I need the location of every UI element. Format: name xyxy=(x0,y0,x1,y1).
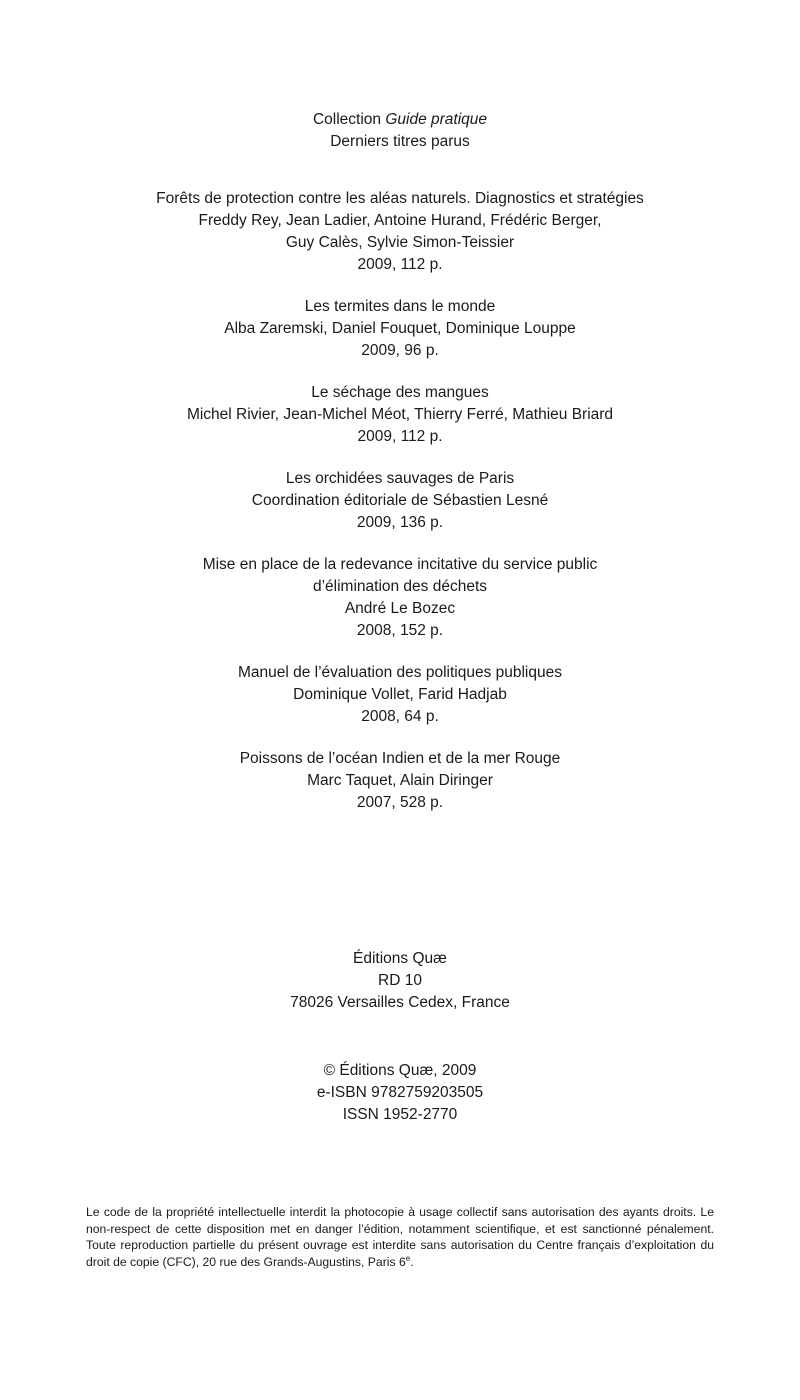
book-details: 2009, 96 p. xyxy=(361,342,439,359)
book-list xyxy=(0,188,800,834)
collection-subtitle: Derniers titres parus xyxy=(330,133,470,150)
collection-name: Guide pratique xyxy=(385,111,488,128)
book-authors: Guy Calès, Sylvie Simon-Teissier xyxy=(285,234,515,251)
book-details: 2007, 528 p. xyxy=(356,794,444,811)
book-title: d’élimination des déchets xyxy=(312,578,488,595)
book-entry xyxy=(0,296,800,362)
copyright-notice: © Éditions Quæ, 2009 xyxy=(323,1062,477,1079)
book-authors: André Le Bozec xyxy=(344,600,456,617)
book-title: Poissons de l’océan Indien et de la mer Rouge xyxy=(239,750,561,767)
book-title: Mise en place de la redevance incitative du service public xyxy=(202,556,598,573)
publisher-name: Éditions Quæ xyxy=(353,950,447,967)
book-details: 2008, 64 p. xyxy=(361,708,439,725)
collection-title xyxy=(0,109,800,131)
publisher-city: 78026 Versailles Cedex, France xyxy=(290,994,510,1011)
book-authors: Alba Zaremski, Daniel Fouquet, Dominique Louppe xyxy=(224,320,576,337)
book-details: 2008, 152 p. xyxy=(356,622,444,639)
book-authors: Marc Taquet, Alain Diringer xyxy=(307,772,493,789)
book-entry xyxy=(0,748,800,814)
issn: ISSN 1952-2770 xyxy=(342,1106,458,1123)
book-title: Le séchage des mangues xyxy=(311,384,489,401)
book-authors: Coordination éditoriale de Sébastien Lesné xyxy=(251,492,549,509)
book-entry xyxy=(0,188,800,276)
book-title: Les termites dans le monde xyxy=(304,298,496,315)
book-details: 2009, 136 p. xyxy=(356,514,444,531)
book-authors: Michel Rivier, Jean-Michel Méot, Thierry Ferré, Mathieu Briard xyxy=(186,406,614,423)
book-details: 2009, 112 p. xyxy=(357,256,443,273)
book-details: 2009, 112 p. xyxy=(357,428,443,445)
eisbn: e-ISBN 9782759203505 xyxy=(316,1084,484,1101)
book-authors: Dominique Vollet, Farid Hadjab xyxy=(293,686,507,703)
publisher-address xyxy=(0,948,800,1014)
collection-prefix: Collection xyxy=(312,111,386,128)
book-entry xyxy=(0,468,800,534)
legal-superscript: e xyxy=(405,1253,411,1263)
book-entry xyxy=(0,382,800,448)
legal-end: . xyxy=(410,1254,414,1269)
book-authors: Freddy Rey, Jean Ladier, Antoine Hurand, Frédéric Berger, xyxy=(198,212,602,229)
publisher-road: RD 10 xyxy=(378,972,422,989)
legal-notice xyxy=(86,1204,714,1270)
book-title: Forêts de protection contre les aléas naturels. Diagnostics et stratégies xyxy=(156,190,644,207)
copyright-block xyxy=(0,1060,800,1126)
collection-header xyxy=(0,109,800,153)
book-entry xyxy=(0,662,800,728)
book-entry xyxy=(0,554,800,642)
book-title: Les orchidées sauvages de Paris xyxy=(285,470,515,487)
book-title: Manuel de l’évaluation des politiques publiques xyxy=(237,664,562,681)
legal-text: Le code de la propriété intellectuelle interdit la photocopie à usage collectif sans autorisation des ayants droits. Le non-respect de cette disposition met en danger l’édition, notamment scientifique, et est sanctionné pénalement. Toute reproduction partielle du présent ouvrage est interdite sans autorisation du Centre français d’exploitation du droit de copie (CFC), 20 rue des Grands-Augustins, Paris 6 xyxy=(86,1205,714,1269)
